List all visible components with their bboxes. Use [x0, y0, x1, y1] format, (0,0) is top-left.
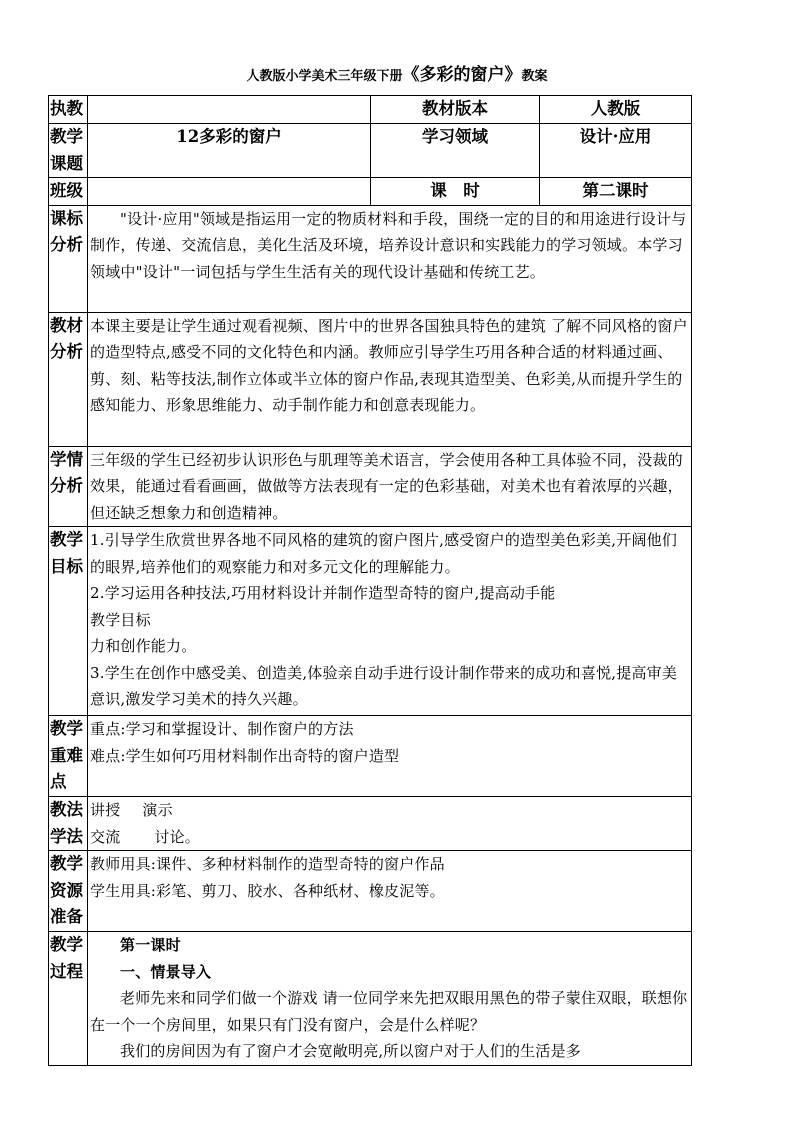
student-analysis-cell: [88, 446, 692, 527]
key-point: 重点:学习和掌握设计、制作窗户的方法: [90, 720, 354, 738]
student-tools: 学生用具:彩笔、剪刀、胶水、各种纸材、橡皮泥等。: [90, 881, 445, 900]
methods-line-2: [90, 824, 689, 851]
process-para-1: 老师先来和同学们做一个游戏 请一位同学来先把双眼用黑色的带子蒙住双眼，联想你在一个一个房间里，如果只有门没有窗户，会是什么样呢？: [90, 989, 688, 1034]
curriculum-analysis-cell: [88, 205, 692, 312]
document-title: [0, 60, 794, 85]
teacher-value: [88, 96, 371, 124]
textbook-analysis-cell: [88, 312, 692, 446]
label-textbook-version: 教材版本: [371, 96, 540, 124]
topic-value: 12多彩的窗户: [88, 124, 371, 178]
process-para-2: 我们的房间因为有了窗户才会宽敞明亮,所以窗户对于人们的生活是多: [120, 1042, 581, 1060]
row-topic: [49, 124, 692, 178]
objective-1: 1.引导学生欣赏世界各地不同风格的建筑的窗户图片,感受窗户的造型美色彩美,开阔他们的眼界,培养他们的观察能力和对多元文化的理解能力。: [90, 531, 678, 576]
row-class: [49, 178, 692, 206]
objectives-cell: [88, 527, 692, 716]
row-student-analysis: [49, 446, 692, 527]
label-textbook-analysis: 教材分析: [49, 312, 88, 446]
label-student-analysis: 学情分析: [49, 446, 88, 527]
curriculum-analysis-text: "设计·应用"领域是指运用一定的物质材料和手段，围绕一定的目的和用途进行设计与制作，传递、交流信息，美化生活及环境，培养设计意识和实践能力的学习领域。本学习领域中"设计"一词包括与学生生活有关的现代设计基础和传统工艺。: [90, 209, 687, 281]
row-curriculum-analysis: [49, 205, 692, 312]
learning-area-value: 设计·应用: [540, 124, 692, 178]
label-methods: 教法学法: [49, 797, 88, 851]
process-heading-2: 一、情景导入: [120, 962, 212, 981]
row-textbook-analysis: [49, 312, 692, 446]
method-exchange: 交流: [90, 827, 121, 846]
label-teacher: 执教: [49, 96, 88, 124]
period-value: 第二课时: [540, 178, 692, 206]
textbook-version-value: 人教版: [540, 96, 692, 124]
label-topic: 教学课题: [49, 124, 88, 178]
objective-2-cont: 力和创作能力。: [90, 637, 197, 655]
label-key-difficult: 教学重难点: [49, 716, 88, 797]
label-learning-area: 学习领域: [371, 124, 540, 178]
label-objectives: 教学目标: [49, 527, 88, 716]
objective-2: 2.学习运用各种技法,巧用材料设计并制作造型奇特的窗户,提高动手能: [90, 584, 556, 602]
method-lecture: 讲授: [90, 801, 121, 819]
title-prefix: 人教版小学美术三年级下册: [246, 69, 403, 84]
label-class: 班级: [49, 178, 88, 206]
row-key-difficult: [49, 716, 692, 797]
process-cell: [88, 932, 692, 1066]
title-main: 《多彩的窗户》: [402, 65, 522, 85]
difficult-point: 难点:学生如何巧用材料制作出奇特的窗户造型: [90, 746, 400, 765]
title-suffix: 教案: [521, 69, 548, 84]
row-methods: [49, 797, 692, 851]
row-resources: [49, 851, 692, 932]
label-curriculum-analysis: 课标分析: [49, 205, 88, 312]
student-analysis-text: 三年级的学生已经初步认识形色与肌理等美术语言，学会使用各种工具体验不同，没裁的效果，能通过看看画画，做做等方法表现有一定的色彩基础，对美术也有着浓厚的兴趣，但还缺乏想象力和创造精神。: [90, 450, 683, 522]
class-value: [88, 178, 371, 206]
lesson-plan-table: [48, 95, 692, 1066]
label-period: 课 时: [371, 178, 540, 206]
resources-cell: [88, 851, 692, 932]
key-difficult-cell: [88, 716, 692, 797]
methods-line-1: [90, 797, 689, 824]
objective-3: 3.学生在创作中感受美、创造美,体验亲自动手进行设计制作带来的成功和喜悦,提高审美意识,激发学习美术的持久兴趣。: [90, 663, 678, 708]
method-discuss: 讨论。: [154, 827, 201, 846]
method-demo: 演示: [142, 801, 173, 819]
methods-cell: [88, 797, 692, 851]
row-teacher: [49, 96, 692, 124]
row-objectives: [49, 527, 692, 716]
process-heading-1: 第一课时: [120, 936, 181, 954]
objective-2-label: 教学目标: [90, 610, 151, 629]
label-process: 教学过程: [49, 932, 88, 1066]
row-process: [49, 932, 692, 1066]
label-resources: 教学资源准备: [49, 851, 88, 932]
textbook-analysis-text: 本课主要是让学生通过观看视频、图片中的世界各国独具特色的建筑 了解不同风格的窗户的造型特点,感受不同的文化特色和内涵。教师应引导学生巧用各种合适的材料通过画、剪、刻、粘等技法,制作立体或半立体的窗户作品,表现其造型美、色彩美,从而提升学生的感知能力、形象思维能力、动手制作能力和创意表现能力。: [90, 316, 688, 414]
teacher-tools: 教师用具:课件、多种材料制作的造型奇特的窗户作品: [90, 855, 445, 873]
